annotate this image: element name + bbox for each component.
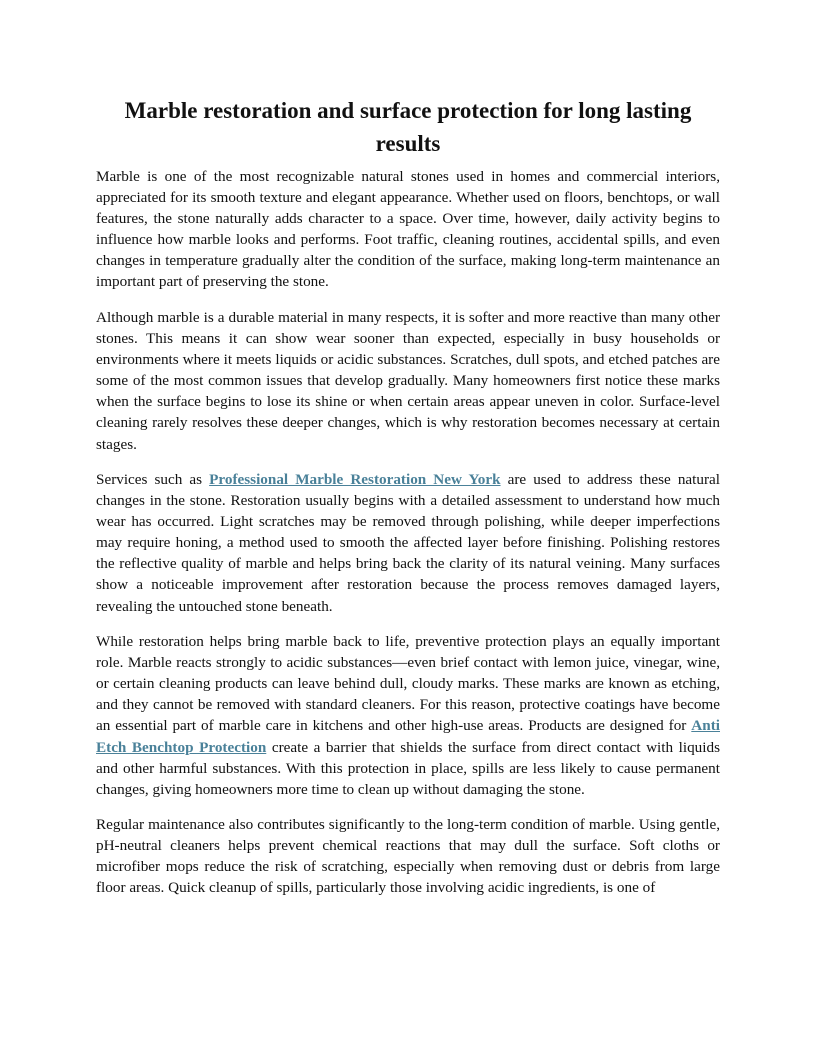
paragraph-1: Marble is one of the most recognizable natural stones used in homes and commercial interiors, appreciated for its smooth texture and elegant appearance. Whether used on floors, benchtops, or wall features, the stone naturally adds character to a space. Over time, however, daily activity begins to influence how marble looks and performs. Foot traffic, cleaning routines, accidental spills, and even changes in temperature gradually alter the condition of the surface, making long-term maintenance an important part of preserving the stone. — [96, 168, 720, 291]
paragraph-3-lead-text: Services such as — [96, 471, 210, 488]
paragraph-4-body-text: create a barrier that shields the surface from direct contact with liquids and other harmful substances. With this protection in place, spills are less likely to cause permanent changes, giving homeowners more time to clean up without damaging the stone. — [96, 738, 720, 798]
document-page — [96, 94, 720, 913]
marble-restoration-link[interactable]: Professional Marble Restoration New York — [209, 471, 501, 488]
anti-etch-protection-link[interactable]: Anti Etch Benchtop Protection — [96, 717, 720, 756]
paragraph-3-body-text: are used to address these natural changes in the stone. Restoration usually begins with a detailed assessment to understand how much wear has occurred. Light scratches may be removed through polishing, while deeper imperfections may require honing, a method used to smooth the affected layer before finishing. Polishing restores the reflective quality of marble and helps bring back the clarity of its natural veining. Many surfaces show a noticeable improvement after restoration because the process removes damaged layers, revealing the untouched stone beneath. — [96, 471, 720, 615]
paragraph-4 — [96, 631, 720, 800]
paragraph-3 — [96, 469, 720, 617]
page-title: Marble restoration and surface protection for long lasting results — [124, 98, 692, 156]
paragraph-5: Regular maintenance also contributes significantly to the long-term condition of marble. Using gentle, pH-neutral cleaners helps prevent chemical reactions that may dull the surface. Soft cloths or microfiber mops reduce the risk of scratching, especially when removing dust or debris from large floor areas. Quick cleanup of spills, particularly those involving acidic ingredients, is one of — [96, 816, 720, 897]
paragraph-2: Although marble is a durable material in many respects, it is softer and more reactive than many other stones. This means it can show wear sooner than expected, especially in busy households or environments where it meets liquids or acidic substances. Scratches, dull spots, and etched patches are some of the most common issues that develop gradually. Many homeowners first notice these marks when the surface begins to lose its shine or when certain areas appear uneven in color. Surface-level cleaning rarely resolves these deeper changes, which is why restoration becomes necessary at certain stages. — [96, 308, 720, 453]
paragraph-4-lead-text: While restoration helps bring marble back to life, preventive protection plays an equally important role. Marble reacts strongly to acidic substances—even brief contact with lemon juice, vinegar, wine, or certain cleaning products can leave behind dull, cloudy marks. These marks are known as etching, and they cannot be removed with standard cleaners. For this reason, protective coatings have become an essential part of marble care in kitchens and other high-use areas. Products are designed for — [96, 633, 720, 735]
